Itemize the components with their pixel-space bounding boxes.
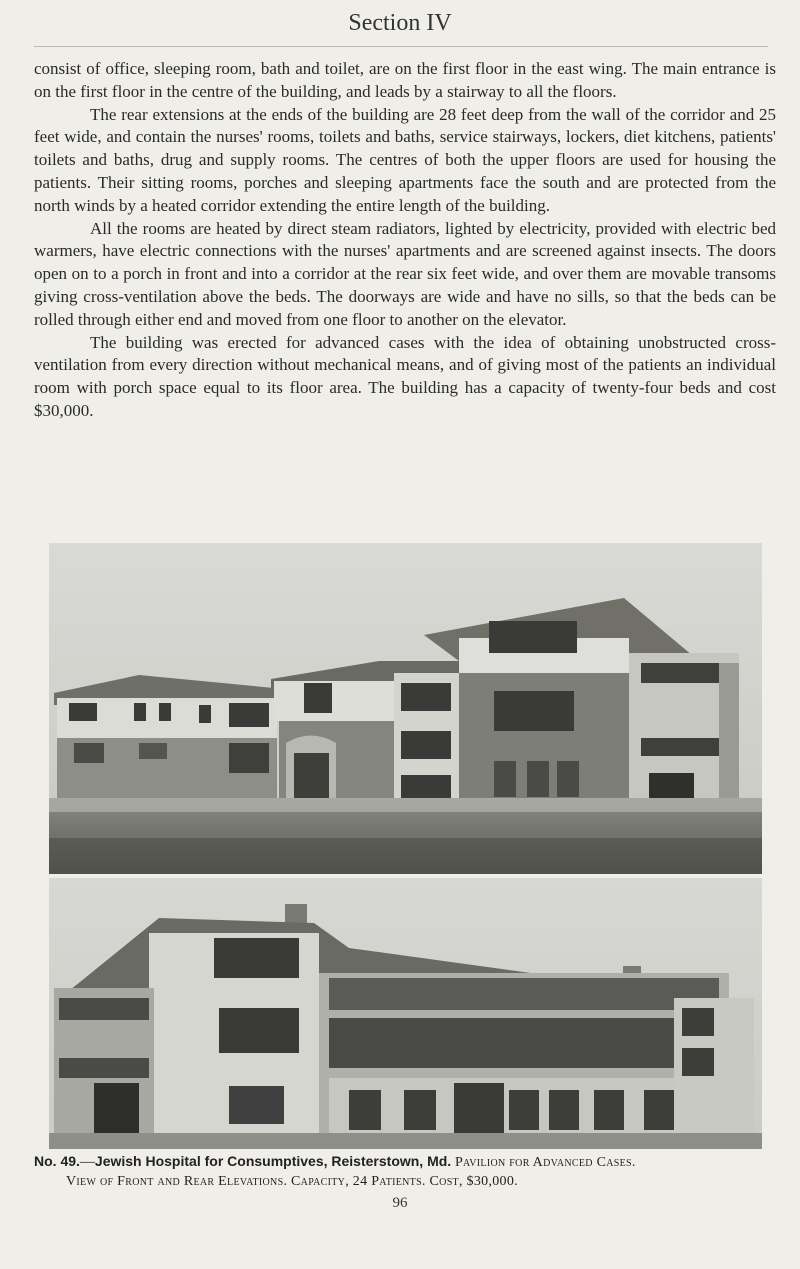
header-rule bbox=[34, 46, 768, 47]
paragraph-2: The rear extensions at the ends of the building are 28 feet deep from the wall of the corridor and 25 feet wide, and contain the nurses' rooms, toilets and baths, service stairways, lockers, diet kitchens, patients' toilets and baths, drug and supply rooms. The centres of both the upper floors are used for housing the patients. Their sitting rooms, porches and sleeping apartments face the south and are protected from the north winds by a heated corridor extending the entire length of the building. bbox=[34, 104, 776, 215]
photo-front-elevation bbox=[49, 543, 762, 874]
paragraph-1: consist of office, sleeping room, bath and toilet, are on the first floor in the east wing. The main entrance is on the first floor in the centre of the building, and leads by a stairway to all the floors. bbox=[34, 59, 776, 101]
body-text bbox=[34, 58, 776, 423]
front-elevation-illustration bbox=[49, 543, 762, 874]
page-number: 96 bbox=[392, 1195, 408, 1211]
paragraph-3: All the rooms are heated by direct steam radiators, lighted by electricity, provided with electric bed warmers, have electric connections with the nurses' apartments and are screened against insects. The doors open on to a porch in front and into a corridor at the rear six feet wide, and over them are movable transoms giving cross-ventilation above the beds. The doorways are wide and have no sills, so that the beds can be rolled through either end and moved from one floor to another on the elevator. bbox=[34, 218, 776, 329]
caption-institution: Jewish Hospital for Consumptives, Reisterstown, Md. bbox=[94, 1153, 452, 1169]
caption-line-2: View of Front and Rear Elevations. Capacity, 24 Patients. Cost, $30,000. bbox=[66, 1174, 518, 1189]
figure-caption bbox=[34, 1152, 776, 1191]
caption-number: No. 49. bbox=[34, 1153, 80, 1169]
caption-subtitle: Pavilion for Advanced Cases. bbox=[454, 1155, 636, 1170]
paragraph-4: The building was erected for advanced cases with the idea of obtaining unobstructed cross-ventilation from every direction without mechanical means, and of giving most of the patients an individual room with porch space equal to its floor area. The building has a capacity of twenty-four beds and cost $30,000. bbox=[34, 332, 776, 420]
rear-elevation-illustration bbox=[49, 878, 762, 1149]
caption-line-1: No. 49.—Jewish Hospital for Consumptives, Reisterstown, Md. Pavilion for Advanced Cases. bbox=[34, 1153, 636, 1170]
photo-rear-elevation bbox=[49, 878, 762, 1149]
section-header: Section IV bbox=[348, 10, 452, 36]
